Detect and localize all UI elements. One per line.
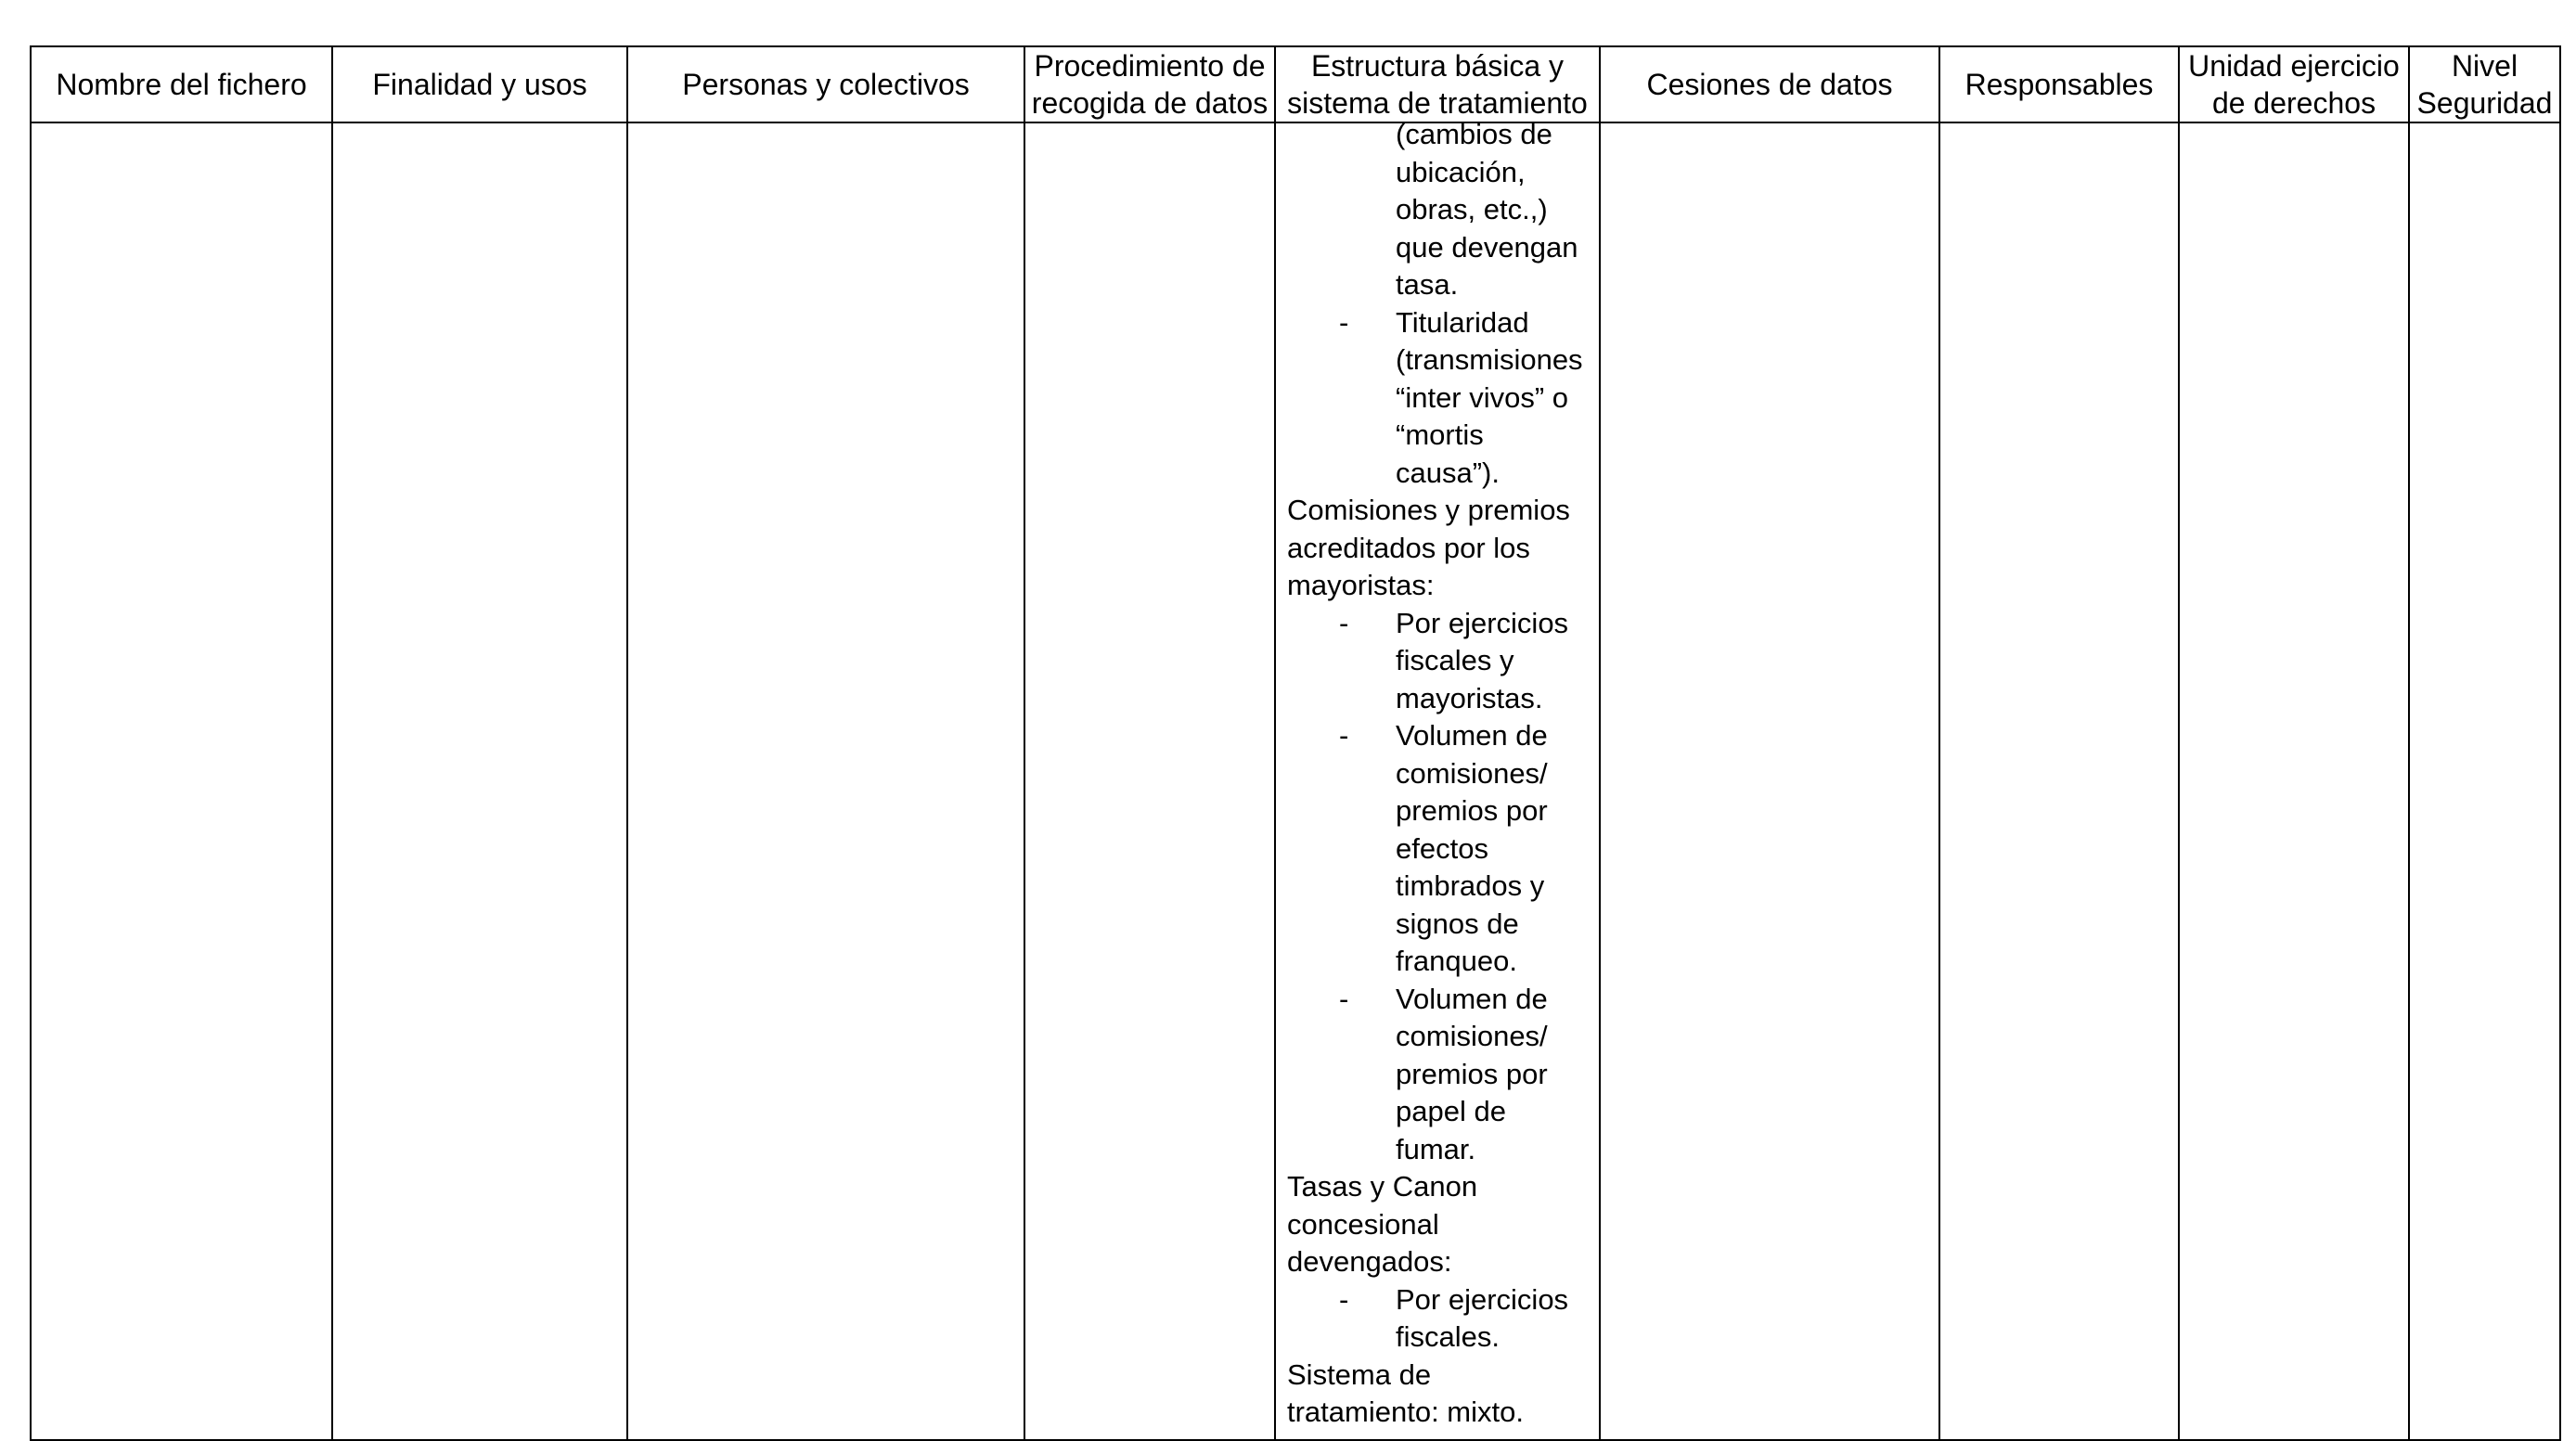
dash-marker: - [1339, 982, 1349, 1015]
cell-estructura-basica [1275, 118, 1600, 1440]
header-personas-colectivos: Personas y colectivos [627, 46, 1024, 122]
list-item-text: Titularidad (transmisiones “inter vivos” o “mortis causa”). [1396, 305, 1583, 489]
list-item-comisiones [1287, 717, 1588, 981]
cell-unidad-derechos [2179, 122, 2409, 1440]
cell-cesiones-datos [1600, 122, 1939, 1440]
estructura-text [1276, 116, 1599, 1432]
list-item-text: Por ejercicios fiscales y mayoristas. [1396, 606, 1569, 714]
dash-marker: - [1339, 1282, 1349, 1316]
cell-responsables [1939, 122, 2179, 1440]
header-estructura-basica: Estructura básica y sistema de tratamiento [1275, 46, 1600, 122]
header-procedimiento-recogida: Procedimiento de recogida de datos [1024, 46, 1275, 122]
continuation-text: (cambios de ubicación, obras, etc.,) que devengan tasa. [1396, 118, 1578, 301]
cell-procedimiento-recogida [1024, 122, 1275, 1440]
cell-nivel-seguridad [2409, 122, 2560, 1440]
list-item-comisiones [1287, 981, 1588, 1169]
header-unidad-derechos: Unidad ejercicio de derechos [2179, 46, 2409, 122]
dash-marker: - [1339, 606, 1349, 639]
list-item-text: Volumen de comisiones/ premios por papel de fumar. [1396, 982, 1548, 1165]
dash-marker: - [1339, 719, 1349, 752]
cell-personas-colectivos [627, 122, 1024, 1440]
cell-finalidad-usos [332, 122, 627, 1440]
list-item-comisiones [1287, 605, 1588, 718]
list-item-titularidad [1287, 304, 1588, 493]
cell-nombre-fichero [31, 122, 332, 1440]
comisiones-heading: Comisiones y premios acreditados por los mayoristas: [1287, 494, 1570, 601]
list-item-tasas [1287, 1281, 1588, 1357]
header-nivel-seguridad: Nivel Seguridad [2409, 46, 2560, 122]
sistema-tratamiento-text: Sistema de tratamiento: mixto. [1287, 1357, 1524, 1428]
list-item-text: Volumen de comisiones/ premios por efectos timbrados y signos de franqueo. [1396, 719, 1548, 977]
header-row [31, 46, 2560, 122]
tasas-heading: Tasas y Canon concesional devengados: [1287, 1170, 1478, 1278]
data-register-table [30, 45, 2561, 1441]
dash-marker: - [1339, 305, 1349, 339]
list-item-text: Por ejercicios fiscales. [1396, 1282, 1569, 1353]
header-finalidad-usos: Finalidad y usos [332, 46, 627, 122]
header-nombre-fichero: Nombre del fichero [31, 46, 332, 122]
header-responsables: Responsables [1939, 46, 2179, 122]
table-row [31, 122, 2560, 1440]
header-cesiones-datos: Cesiones de datos [1600, 46, 1939, 122]
